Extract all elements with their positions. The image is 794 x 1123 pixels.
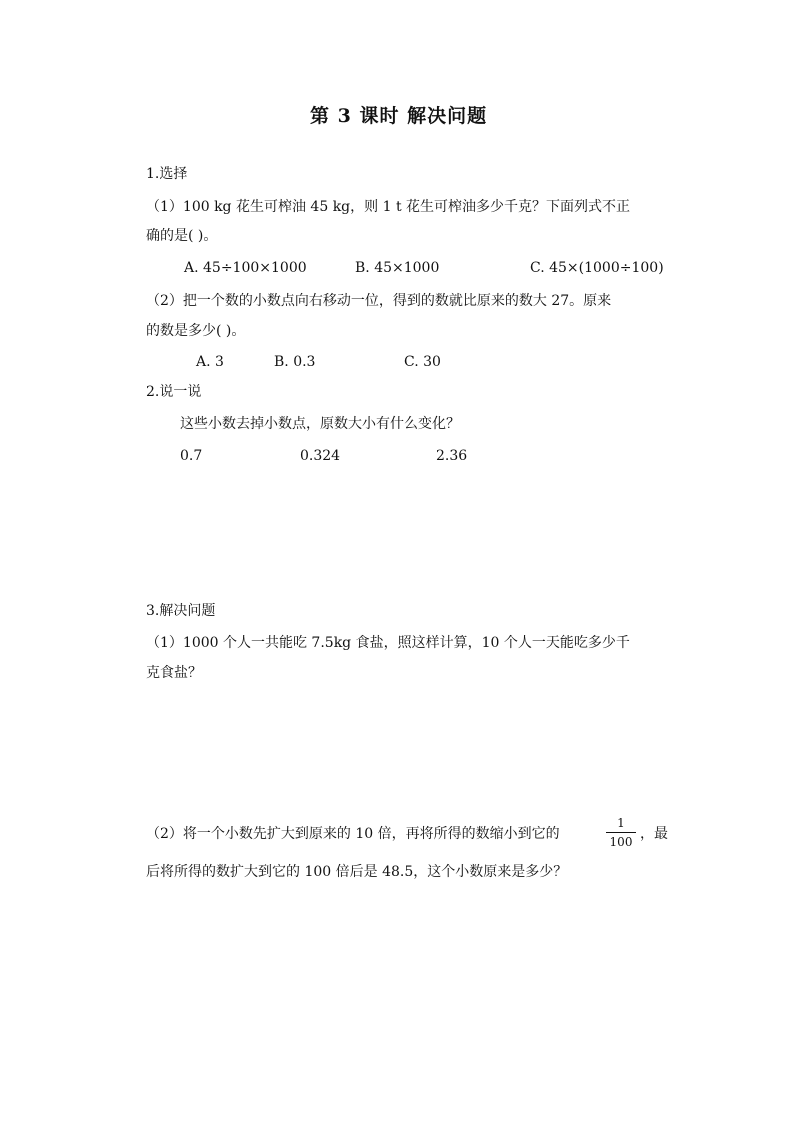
section-1-heading: 1.选择 xyxy=(146,166,188,182)
question-1-1-line-2: 确的是( )。 xyxy=(146,228,218,244)
question-1-2-option-c: C. 30 xyxy=(404,354,441,370)
section-2-prompt: 这些小数去掉小数点，原数大小有什么变化？ xyxy=(180,416,460,432)
section-2-heading: 2.说一说 xyxy=(146,384,202,400)
question-1-2-option-a: A. 3 xyxy=(196,354,224,370)
question-1-2-option-b: B. 0.3 xyxy=(274,354,316,370)
question-3-1-line-1: （1）1000 个人一共能吃 7.5kg 食盐，照这样计算，10 个人一天能吃多少千 xyxy=(146,635,630,651)
fraction-denominator: 100 xyxy=(609,835,633,849)
fraction-bar xyxy=(606,832,636,833)
question-1-1-option-b: B. 45×1000 xyxy=(355,260,440,276)
decimal-item-3: 2.36 xyxy=(436,448,468,464)
question-1-1-option-a: A. 45÷100×1000 xyxy=(184,260,307,276)
question-1-1-line-1: （1）100 kg 花生可榨油 45 kg，则 1 t 花生可榨油多少千克？下面列式不正 xyxy=(146,199,631,215)
question-1-1-option-c: C. 45×(1000÷100) xyxy=(530,260,664,276)
page-title: 第 3 课时 解决问题 xyxy=(310,105,488,127)
section-3-heading: 3.解决问题 xyxy=(146,603,216,619)
question-3-2-line-2: 后将所得的数扩大到它的 100 倍后是 48.5，这个小数原来是多少？ xyxy=(146,864,568,880)
question-1-2-line-1: （2）把一个数的小数点向右移动一位，得到的数就比原来的数大 27。原来 xyxy=(146,293,612,309)
decimal-item-2: 0.324 xyxy=(300,448,341,464)
question-3-1-line-2: 克食盐？ xyxy=(146,665,202,681)
fraction-numerator: 1 xyxy=(617,816,625,830)
question-3-2-line-1-b: ，最 xyxy=(640,826,668,842)
question-3-2-line-1-a: （2）将一个小数先扩大到原来的 10 倍，再将所得的数缩小到它的 xyxy=(146,826,560,842)
fraction-one-hundredth xyxy=(606,816,636,849)
decimal-item-1: 0.7 xyxy=(180,448,203,464)
question-1-2-line-2: 的数是多少( )。 xyxy=(146,323,246,339)
